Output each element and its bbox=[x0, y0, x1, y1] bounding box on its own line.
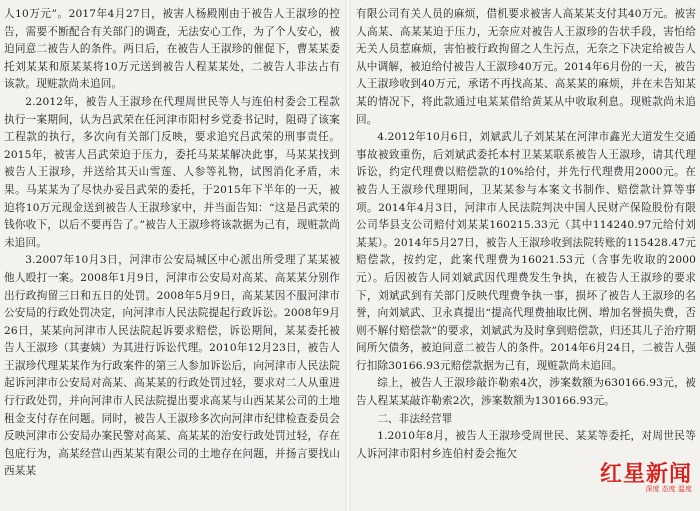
logo-subtitle: 深度 态度 温度 bbox=[645, 485, 692, 493]
left-column bbox=[4, 6, 340, 511]
logo-text: 红星新闻 bbox=[599, 462, 692, 487]
right-paragraph-1: 有限公司有关人员的麻烦，借机要求被害人高某某支付其40万元。被害人高某、高某某迫于压力，无奈应对被告人王淑珍的告状手段，害怕给无关人员惹麻烦，害怕被行政拘留之人生污点，无奈之下决定给被告人从中调解，被迫给付被告人王淑珍40万元。2014年6月份的一天，被告人王淑珍收到40万元，承诺不再找高某、高某某的麻烦，并在未告知某某的情况下，将此款通过电某某借给黄某从中收取利息。现赃款尚未追回。 bbox=[356, 8, 696, 126]
left-paragraph-3: 3.2007年10月3日，河津市公安局城区中心派出所受理了某某被他人殴打一案。2008年1月9日，河津市公安局对高某、高某某分别作出行政拘留三日和五日的处罚。2008年5月9日，高某某因不服河津市公安局的行政处罚决定，向河津市人民法院提起行政诉讼。2008年9月26日，某某向河津市人民法院起诉要求赔偿，诉讼期间，某某委托被告人王淑珍（其妻姨）为其进行诉讼代理。2010年12月23日，被告人王淑珍代理某某作为行政案件的第三人参加诉讼后，向河津市人民法院起诉河津市公安局对高某、高某某的行政处罚过轻，要求对二人从重进行行政处罚，并向河津市人民法院提出要求高某与山西某某公司的土地租金支付存在问题。同时，被告人王淑珍多次向河津市纪律检查委员会反映河津市公安局办案民警对高某、高某某的治安行政处罚过轻，存在包庇行为，高某经营山西某某有限公司的土地存在问题，并扬言要找山西某某 bbox=[4, 254, 340, 478]
right-column bbox=[356, 6, 696, 511]
left-paragraph-2: 2.2012年，被告人王淑珍在代理周世民等人与连伯村委会工程款执行一案期间，认为吕武荣在任河津市阳村乡党委书记时，阻碍了该案工程款的执行，多次向有关部门反映，要求追究吕武荣的刑事责任。2015年，被害人吕武荣迫于压力，委托马某某解决此事，马某某找到被告人王淑珍，并送给其天山雪莲、人参等礼物，试图消化矛盾，未果。马某某为了尽快办妥吕武荣的委托，于2015年下半年的一天，被迫将10万元现金送到被告人王淑珍家中，并当面告知：“这是吕武荣的钱你收下，以后不要再告了。”被告人王淑珍将该款据为己有，现赃款尚未追回。 bbox=[4, 95, 340, 249]
page-fold bbox=[345, 0, 351, 511]
news-logo-watermark bbox=[596, 457, 692, 497]
left-paragraph-1: 人10万元”。2017年4月27日，被害人杨殿刚由于被告人王淑珍的控告，需要不断配合有关部门的调查，无法安心工作，为了个人安心，被迫同意二被告人的条件。两日后，在被告人王淑珍的催促下，曹某某委托刘某某和原某某将10万元送到被告人程某某处，二被告人非法占有该款。现赃款尚未追回。 bbox=[4, 8, 340, 91]
right-paragraph-5: 1.2010年8月，被告人王淑珍受周世民、某某等委托，对周世民等人诉河津市阳村乡连伯村委会拖欠 bbox=[356, 430, 696, 460]
section-heading: 二、非法经营罪 bbox=[377, 412, 453, 425]
right-paragraph-2: 4.2012年10月6日，刘斌武儿子刘某某在河津市鑫光大道发生交通事故被致重伤，后刘斌武委托本村卫某某联系被告人王淑珍，请其代理诉讼，约定代理费以赔偿款的10%给付，并先行代理费用2000元。在被告人王淑珍代理期间，卫某某参与本案文书制作、赔偿款计算等事项。2014年4月3日，河津市人民法院判决中国人民财产保险股份有限公司华县支公司赔付刘某某160215.33元（其中114240.97元给付刘某某）。2014年5月27日，被告人王淑珍收到法院转账的115428.47元赔偿款，按约定，此案代理费为16021.53元（含事先收取的2000元）。后因被告人同刘斌武因代理费发生争执，在被告人王淑珍的要求下，刘斌武到有关部门反映代理费争执一事，损坏了被告人王淑珍的名誉，向刘斌武、卫永真提出“提高代理费抽取比例、增加名誉损失费，否则不解付赔偿款”的要求，刘斌武为及时拿到赔偿款，归还其儿子治疗期间所欠债务，被迫同意二被告人的条件。2014年6月24日，二被告人强行扣除30166.93元赔偿款据为己有，现赃款尚未追回。 bbox=[356, 131, 696, 372]
right-paragraph-3: 综上，被告人王淑珍敲诈勒索4次，涉案数额为630166.93元，被告人程某某敲诈勒索2次，涉案数额为130166.93元。 bbox=[356, 377, 696, 408]
